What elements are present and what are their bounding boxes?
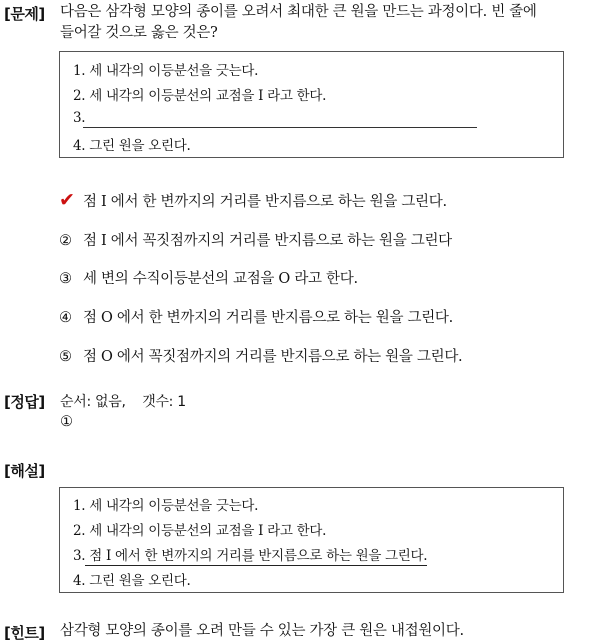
check-mark-icon: ✔ — [59, 189, 75, 211]
option-1[interactable] — [59, 189, 447, 211]
option-1-text: 점 I 에서 한 변까지의 거리를 반지름으로 하는 원을 그린다. — [83, 194, 447, 210]
explanation-step-4: 4. 그린 원을 오린다. — [73, 573, 191, 589]
problem-text-line1: 다음은 삼각형 모양의 종이를 오려서 최대한 큰 원을 만드는 과정이다. 빈 줄에 — [60, 4, 537, 20]
option-3-number: ③ — [59, 271, 72, 287]
option-3-text: 세 변의 수직이등분선의 교점을 O 라고 한다. — [83, 271, 358, 287]
hint-text: 삼각형 모양의 종이를 오려 만들 수 있는 가장 큰 원은 내접원이다. — [60, 623, 464, 639]
explanation-step-2: 2. 세 내각의 이등분선의 교점을 I 라고 한다. — [73, 523, 327, 539]
problem-tag: [문제] — [4, 5, 45, 23]
hint-tag: [힌트] — [4, 624, 45, 642]
problem-text-line2: 들어갈 것으로 옳은 것은? — [60, 25, 218, 41]
explanation-step-3 — [73, 544, 427, 564]
option-2-text: 점 I 에서 꼭짓점까지의 거리를 반지름으로 하는 원을 그린다 — [83, 233, 452, 249]
explanation-step-3-fill: 점 I 에서 한 변까지의 거리를 반지름으로 하는 원을 그린다. — [85, 548, 428, 564]
problem-step-2: 2. 세 내각의 이등분선의 교점을 I 라고 한다. — [73, 88, 327, 104]
problem-steps-box — [59, 51, 564, 158]
problem-step-4: 4. 그린 원을 오린다. — [73, 138, 191, 154]
option-2[interactable] — [59, 229, 452, 250]
explanation-tag: [해설] — [4, 462, 45, 480]
answer-count: 갯수: 1 — [142, 394, 186, 410]
answer-value: ① — [60, 414, 73, 430]
option-4[interactable] — [59, 306, 453, 327]
option-5-number: ⑤ — [59, 349, 72, 365]
explanation-steps-box — [59, 487, 564, 593]
explanation-step-1: 1. 세 내각의 이등분선을 긋는다. — [73, 498, 259, 514]
option-3[interactable] — [59, 267, 358, 288]
problem-step-3-blank — [83, 127, 477, 128]
answer-order: 순서: 없음, — [60, 394, 126, 410]
option-2-number: ② — [59, 233, 72, 249]
problem-step-3: 3. — [73, 110, 86, 126]
problem-step-1: 1. 세 내각의 이등분선을 긋는다. — [73, 63, 259, 79]
option-5[interactable] — [59, 345, 462, 366]
option-4-text: 점 O 에서 한 변까지의 거리를 반지름으로 하는 원을 그린다. — [83, 310, 453, 326]
answer-tag: [정답] — [4, 393, 45, 411]
option-5-text: 점 O 에서 꼭짓점까지의 거리를 반지름으로 하는 원을 그린다. — [83, 349, 463, 365]
answer-meta — [60, 391, 186, 411]
option-4-number: ④ — [59, 310, 72, 326]
explanation-step-3-number: 3. — [73, 548, 86, 564]
